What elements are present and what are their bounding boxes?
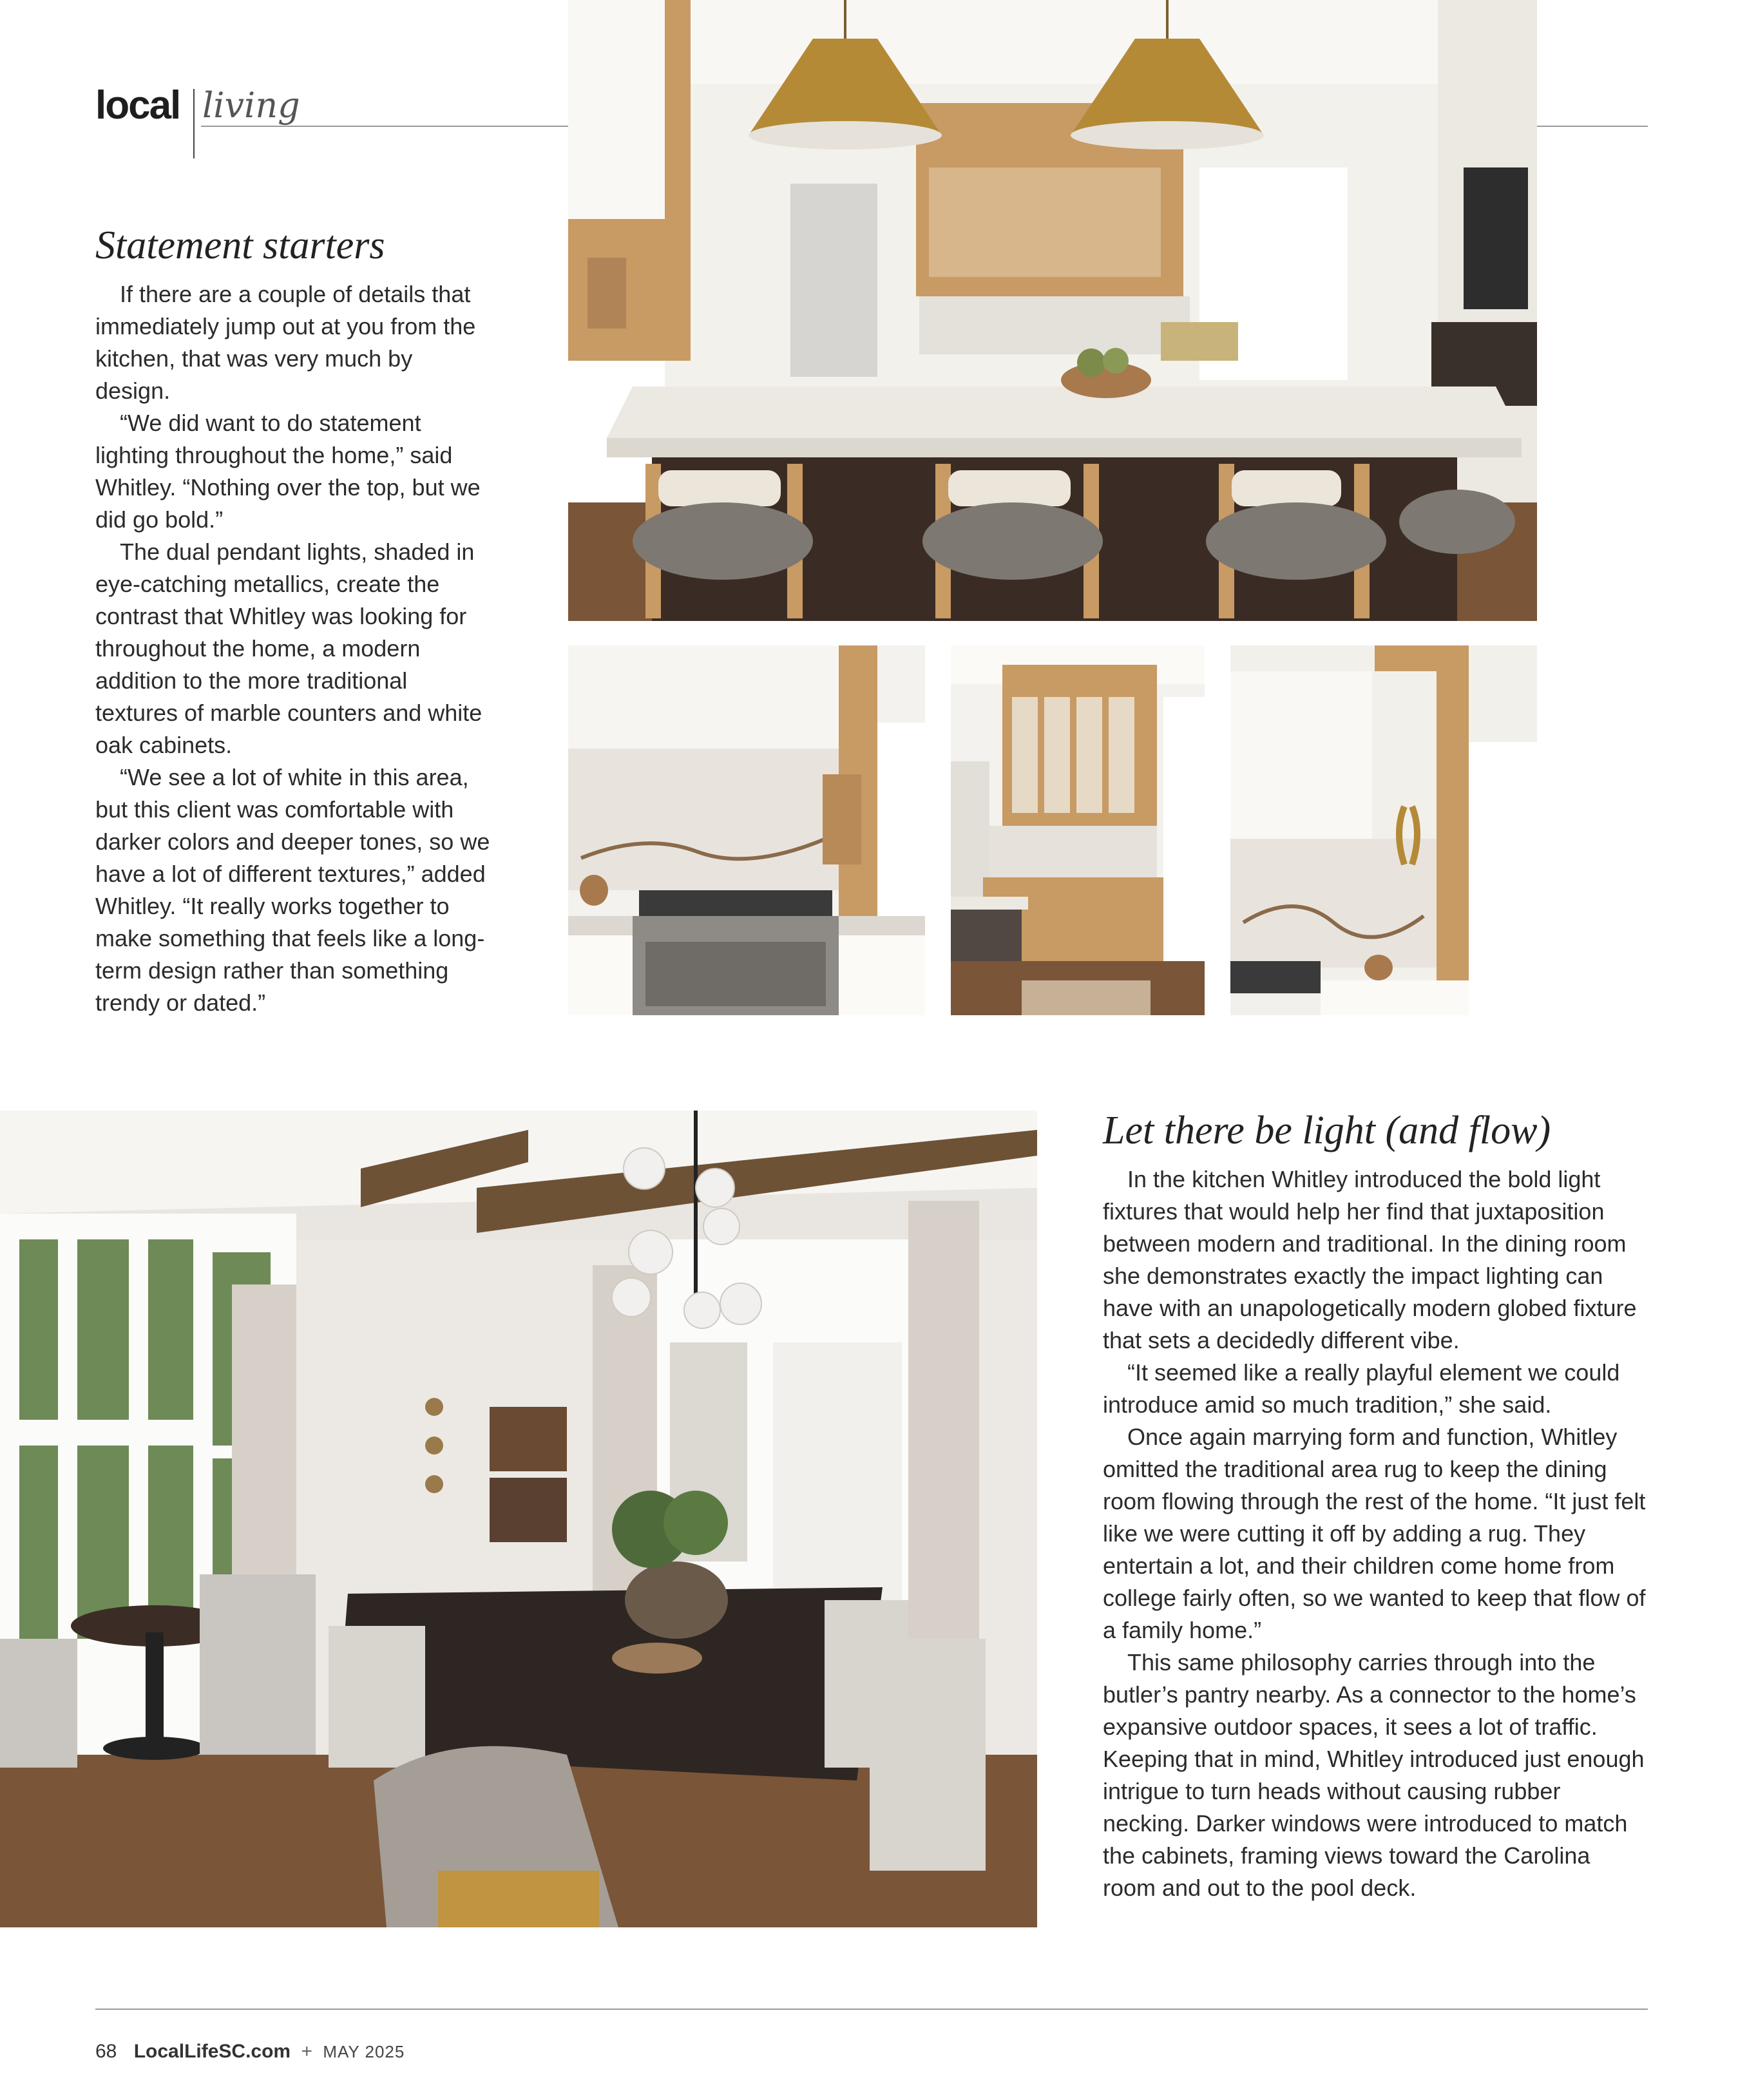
paragraph: This same philosophy carries through into the butler’s pantry nearby. As a connector to the home’s expansive outdoor spaces, it sees a lot of traffic. Keeping that in mind, Whitley introduced just enough intrigue to turn heads without causing rubber necking. Darker windows were introduced to match the cabinets, framing views toward the Carolina room and out to the pool deck. (1103, 1649, 1645, 1901)
footer-site-link[interactable]: LocalLifeSC.com (133, 2041, 291, 2062)
paragraph: If there are a couple of details that immediately jump out at you from the kitchen, that was very much by design. (95, 281, 476, 404)
paragraph: The dual pendant lights, shaded in eye-catching metallics, create the contrast that Whitley was looking for throughout the home, a modern addition to the more traditional textures of marble counters and white oak cabinets. (95, 539, 482, 758)
article-column-left (95, 278, 491, 1019)
footer-rule (95, 2009, 1648, 2010)
paragraph: “It seemed like a really playful element we could introduce amid so much tradition,” she said. (1103, 1359, 1620, 1418)
page-footer (95, 2041, 405, 2063)
footer-issue-date: MAY 2025 (323, 2042, 405, 2061)
paragraph: Once again marrying form and function, Whitley omitted the traditional area rug to keep the dining room flowing through the rest of the home. “It just felt like we were cutting it off by adding a rug. They entertain a lot, and their children come home from college fairly often, so we wanted to keep that flow of a family home.” (1103, 1424, 1646, 1643)
section-heading-statement-starters: Statement starters (95, 224, 385, 267)
magazine-logo-local: local (95, 83, 180, 128)
paragraph: “We see a lot of white in this area, but this client was comfortable with darker colors and deeper tones, so we have a lot of different textures,” added Whitley. “It really works together to make something that feels like a long-term design rather than something trendy or dated.” (95, 764, 490, 1016)
magazine-section-living: living (202, 85, 300, 126)
glass-cabinet-photo (951, 645, 1205, 1015)
section-heading-let-there-be-light: Let there be light (and flow) (1103, 1109, 1551, 1152)
header-rule-left (201, 126, 568, 127)
article-column-right (1103, 1163, 1648, 1904)
page-number: 68 (95, 2041, 117, 2062)
logo-divider (193, 89, 195, 158)
dining-room-photo (0, 1111, 1037, 1927)
footer-separator: + (301, 2041, 312, 2062)
hood-sconce-photo (1230, 645, 1537, 1015)
header-rule-right (1537, 126, 1648, 127)
paragraph: “We did want to do statement lighting throughout the home,” said Whitley. “Nothing over the top, but we did go bold.” (95, 410, 481, 533)
range-hood-photo (568, 645, 925, 1015)
kitchen-island-photo (568, 0, 1537, 621)
paragraph: In the kitchen Whitley introduced the bold light fixtures that would help her find that juxtaposition between modern and traditional. In the dining room she demonstrates exactly the impact lighting can have with an unapologetically modern globed fixture that sets a decidedly different vibe. (1103, 1166, 1637, 1353)
